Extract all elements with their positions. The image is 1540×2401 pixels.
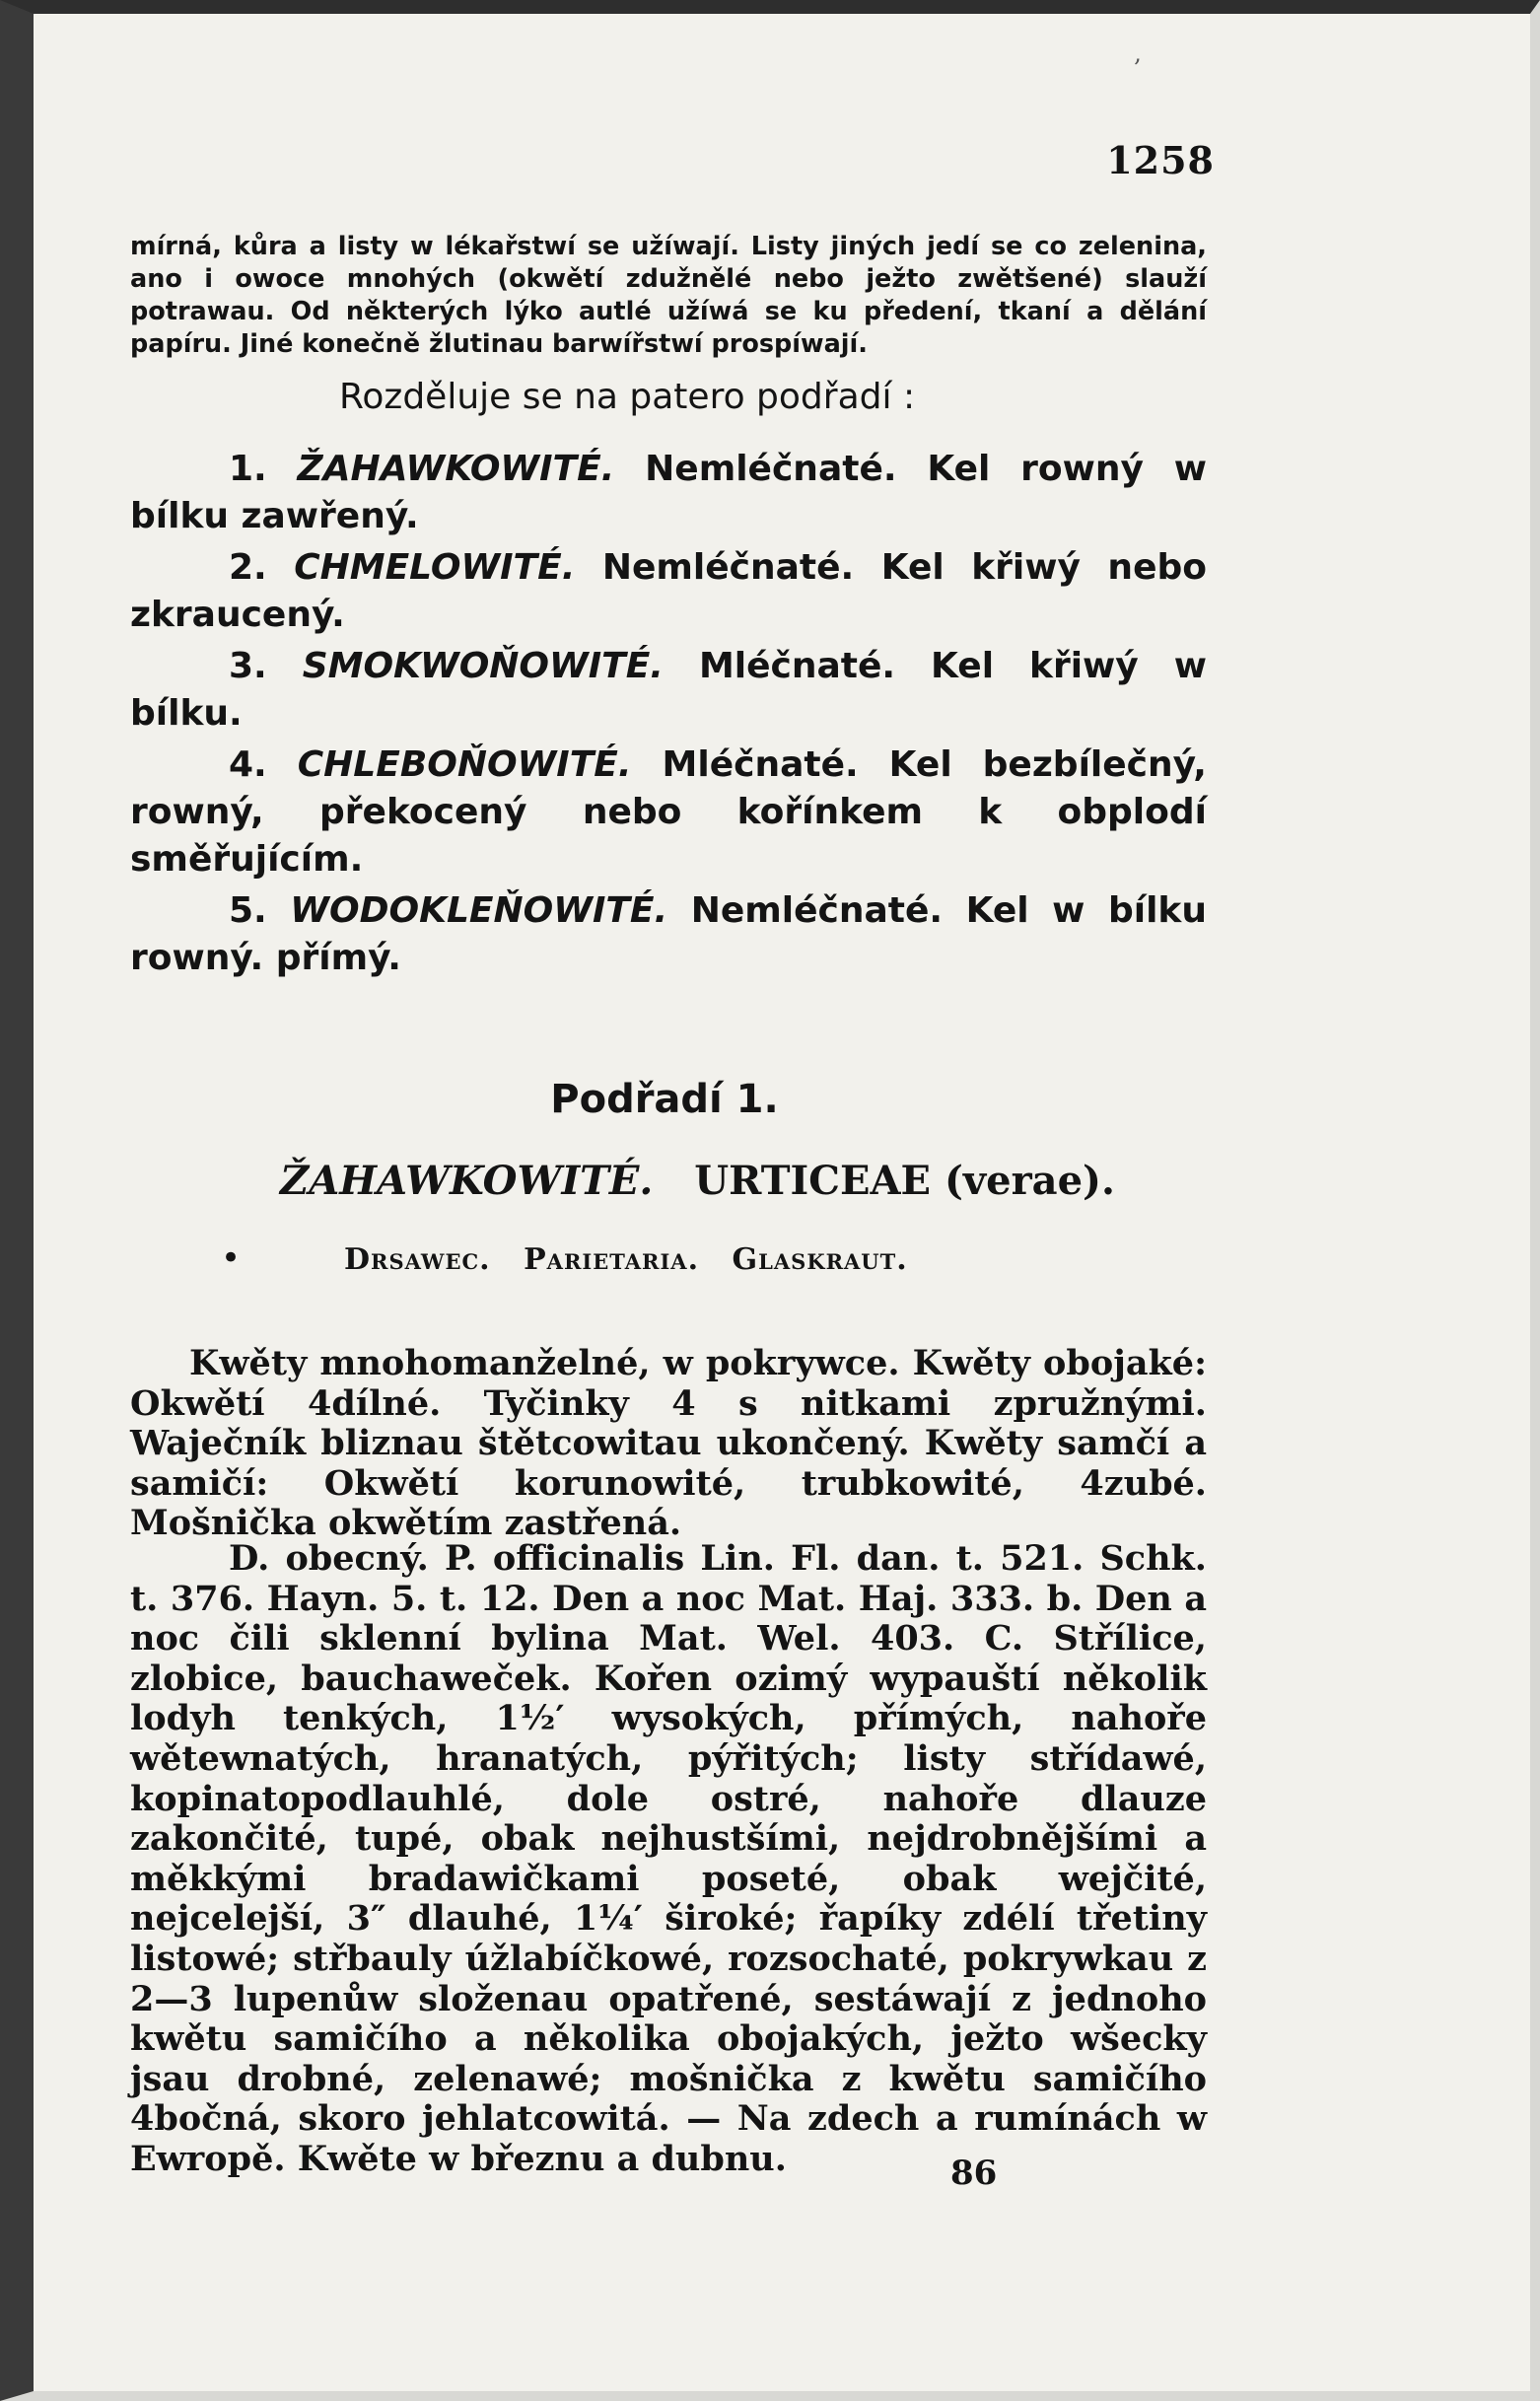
division-description: Mléčnaté. Kel bezbílečný, rowný, překocený nebo kořínkem k obplodí směřujícím. <box>130 744 1207 880</box>
division-description: Nemléčnaté. Kel rowný w bílku zawřený. <box>130 449 1207 536</box>
intro-paragraph: mírná, kůra a listy w lékařstwí se užíwají. Listy jiných jedí se co zelenina, ano i owoce mnohých (okwětí zdužnělé nebo ježto zwětšené) slauží potrawau. Od některých lýko autlé užíwá se ku předení, tkaní a dělání papíru. Jiné konečně žlutinau barwířstwí prospíwají. <box>130 231 1207 359</box>
section-title: Podřadí 1. <box>550 1077 779 1122</box>
division-number: 3. <box>229 646 267 686</box>
division-item <box>130 544 1207 639</box>
book-page <box>122 59 1215 2297</box>
division-number: 5. <box>229 890 267 931</box>
division-description: Nemléčnaté. Kel křiwý nebo zkraucený. <box>130 547 1207 635</box>
species-entry: D. obecný. P. officinalis Lin. Fl. dan. t. 521. Schk. t. 376. Hayn. 5. t. 12. Den a noc Mat. Haj. 333. b. Den a noc čili sklenní bylina Mat. Wel. 403. C. Střílice, zlobice, bauchaweček. Kořen ozimý wypauští několik lodyh tenkých, 1½′ wysokých, přímých, nahoře wětewnatých, hranatých, pýřitých; listy střídawé, kopinatopodlauhlé, dole ostré, nahoře dlauze zakončité, tupé, obak nejhustšími, nejdrobnějšími a měkkými bradawičkami poseté, obak wejčité, nejcelejší, 3″ dlauhé, 1¼′ široké; řapíky zdélí třetiny listowé; střbauly úžlabíčkowé, rozsochaté, pokrywkau z 2—3 lupenůw složenau opatřené, sestáwají z jednoho kwětu samičího a několika obojakých, ježto wšecky jsau drobné, zelenawé; mošnička z kwětu samičího 4bočná, skoro jehlatcowitá. — Na zdech a rumínách w Ewropě. Kwěte w březnu a dubnu. <box>130 1538 1207 2179</box>
bullet-dot: • <box>221 1238 242 1278</box>
subdivision-heading: Rozděluje se na patero podřadí : <box>339 377 916 417</box>
division-list <box>130 446 1207 986</box>
division-name: WODOKLEŇOWITÉ. <box>290 890 668 931</box>
genus-description: Kwěty mnohomanželné, w pokrywce. Kwěty obojaké: Okwětí 4dílné. Tyčinky 4 s nitkami zpružnými. Waječník bliznau štětcowitau ukončený. Kwěty samčí a samičí: Okwětí korunowité, trubkowité, 4zubé. Mošnička okwětím zastřená. <box>130 1343 1207 1543</box>
division-description: Nemléčnaté. Kel w bílku rowný. přímý. <box>130 890 1207 978</box>
signature-mark: 86 <box>950 2154 998 2193</box>
division-name: CHLEBOŇOWITÉ. <box>297 744 632 785</box>
family-heading <box>280 1158 1115 1204</box>
family-czech-name: ŽAHAWKOWITÉ. <box>280 1158 654 1204</box>
genus-names <box>344 1242 930 1277</box>
division-description: Mléčnaté. Kel křiwý w bílku. <box>130 646 1207 734</box>
division-name: SMOKWOŇOWITÉ. <box>302 646 664 686</box>
genus-name-czech: Drsawec. <box>344 1242 491 1277</box>
division-item <box>130 643 1207 738</box>
genus-name-german: Glaskraut. <box>732 1242 908 1277</box>
family-latin-name: URTICEAE (verae). <box>694 1158 1115 1204</box>
division-number: 1. <box>229 449 267 489</box>
genus-name-latin: Parietaria. <box>524 1242 700 1277</box>
division-item <box>130 887 1207 982</box>
page-number: 1258 <box>1106 138 1215 182</box>
division-name: ŽAHAWKOWITÉ. <box>297 449 615 489</box>
division-number: 2. <box>229 547 267 588</box>
division-number: 4. <box>229 744 267 785</box>
division-item <box>130 446 1207 540</box>
division-name: CHMELOWITÉ. <box>294 547 576 588</box>
division-item <box>130 741 1207 883</box>
corner-mark: ‚ <box>1134 39 1142 67</box>
